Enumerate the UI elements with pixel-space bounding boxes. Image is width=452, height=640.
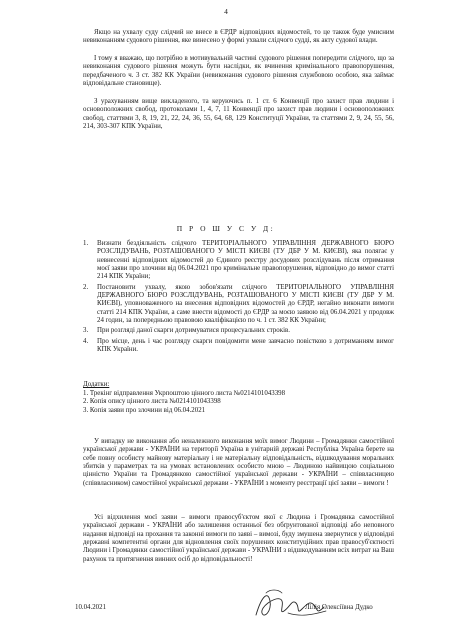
request-item bbox=[83, 327, 394, 335]
document-date: 10.04.2021 bbox=[75, 604, 107, 611]
request-list bbox=[83, 240, 394, 356]
attachment-item: 1. Трекінг відправлення Укрпоштою цінного листа №0214101043398 bbox=[83, 390, 286, 397]
request-number: 2. bbox=[83, 283, 89, 291]
request-item bbox=[83, 240, 394, 282]
request-heading: П Р О Ш У С У Д: bbox=[176, 224, 276, 233]
attachment-item: 2. Копія опису цінного листа №0214101043398 bbox=[83, 398, 221, 406]
closing-paragraph-2: Усі відхилення моєї заяви – вимоги правосуб'єктом якої є Людина і Громадянка самостійної української держави - УКРАЇНИ або залишення останньої без обґрунтованої відповіді або неповного надання відповіді на прохання та законні вимоги по заяві – вимозі, буду змушена звернутися у відповідні державні компетентні органи для відновлення своїх порушених конституційних прав правосуб'єктності Людини і Громадянки самостійної української держави - УКРАЇНИ з відшкодуванням всіх витрат на Ваш рахунок та притягнення винних осіб до відповідальності! bbox=[83, 514, 394, 563]
page-number: 4 bbox=[224, 7, 228, 16]
request-text: При розгляді даної скарги дотримуватися процесуальних строків. bbox=[97, 327, 290, 335]
request-text: Постановити ухвалу, якою зобов'язати слідчого ТЕРИТОРІАЛЬНОГО УПРАВЛІННЯ ДЕРЖАВНОГО БЮРО РОЗСЛІДУВАНЬ, РОЗТАШОВАНОГО У МІСТІ КИЄВІ (ТУ ДБР У М. КИЄВІ), уповноваженого на внесення відповідних відомостей до ЄРДР, негайно виконати вимоги статті 214 КПК України, а саме внести відомості до ЄРДР за моєю заявою від 06.04.2021 у продовж 24 годин, за попередньою правовою кваліфікацією по ч. 1 ст. 382 КК України; bbox=[97, 283, 394, 325]
intro-paragraph-2: І тому я вважаю, що потрібно в мотивувальній частині судового рішення попередити слідчого, що за невиконання судового рішення можуть бути наслідки, як вчинення кримінального правопорушення, передбаченого ч. 3 ст. 382 КК України (невиконання судового рішення службовою особою, яка займає відповідальне становище). bbox=[83, 55, 394, 88]
signer-name: Лілія Олексіївна Дудко bbox=[305, 604, 373, 611]
request-number: 3. bbox=[83, 327, 89, 335]
intro-paragraph-1: Якщо на ухвалу суду слідчий не внесе в ЄРДР відповідних відомостей, то це також буде умисним невиконанням судового рішення, яке винесено у формі ухвали слідчого судді, як акту судової влади. bbox=[83, 29, 394, 45]
request-number: 4. bbox=[83, 337, 89, 345]
request-text: Про місце, день і час розгляду скарги повідомити мене завчасно повісткою з дотриманням вимог КПК України. bbox=[97, 337, 394, 354]
intro-paragraph-3: З урахуванням вище викладеного, та керуючись п. 1 ст. 6 Конвенції про захист прав людини і основоположних свобод, протоколами 1, 4, 7, 11 Конвенції про захист прав людини і основоположних свобод, статтями 3, 8, 19, 21, 22, 24, 36, 55, 64, 68, 129 Конституції України, та статтями 2, 9, 24, 55, 56, 214, 303-307 КПК України, bbox=[83, 98, 394, 131]
request-number: 1. bbox=[83, 240, 89, 247]
request-item bbox=[83, 283, 394, 326]
attachments-list bbox=[83, 390, 394, 415]
closing-paragraph-1: У випадку не виконання або неналежного виконання моїх вимог Людини – Громадянки самостійної української держави - УКРАЇНИ на території Україна в унітарній державі Республіка Україна берете на себе повну особисту майнову матеріальну і не матеріальну відповідальність, відшкодування моральних збитків у параметрах та на умовах встановлених особисто мною – Людиною найвищою соціальною цінністю України та Громадянкою самостійної української держави - УКРАЇНИ – співвласницею (співвласником) самостійної української держави - УКРАЇНИ з моменту реєстрації цієї заяви – вимоги ! bbox=[83, 438, 394, 487]
request-text: Визнати бездіяльність слідчого ТЕРИТОРІАЛЬНОГО УПРАВЛІННЯ ДЕРЖАВНОГО БЮРО РОЗСЛІДУВАНЬ, РОЗТАШОВАНОГО У МІСТІ КИЄВІ (ТУ ДБР У М. КИЄВІ), яка полягає у невнесенні відповідних відомостей до Єдиного реєстру досудових розслідувань після отримання моєї заяви про злочини від 06.04.2021 про кримінальне правопорушення, відповідно до вимог статті 214 КПК України; bbox=[97, 240, 394, 281]
attachments-heading: Додатки: bbox=[83, 381, 110, 388]
request-item bbox=[83, 337, 394, 355]
attachment-item: 3. Копія заяви про злочини від 06.04.2021 bbox=[83, 406, 206, 414]
